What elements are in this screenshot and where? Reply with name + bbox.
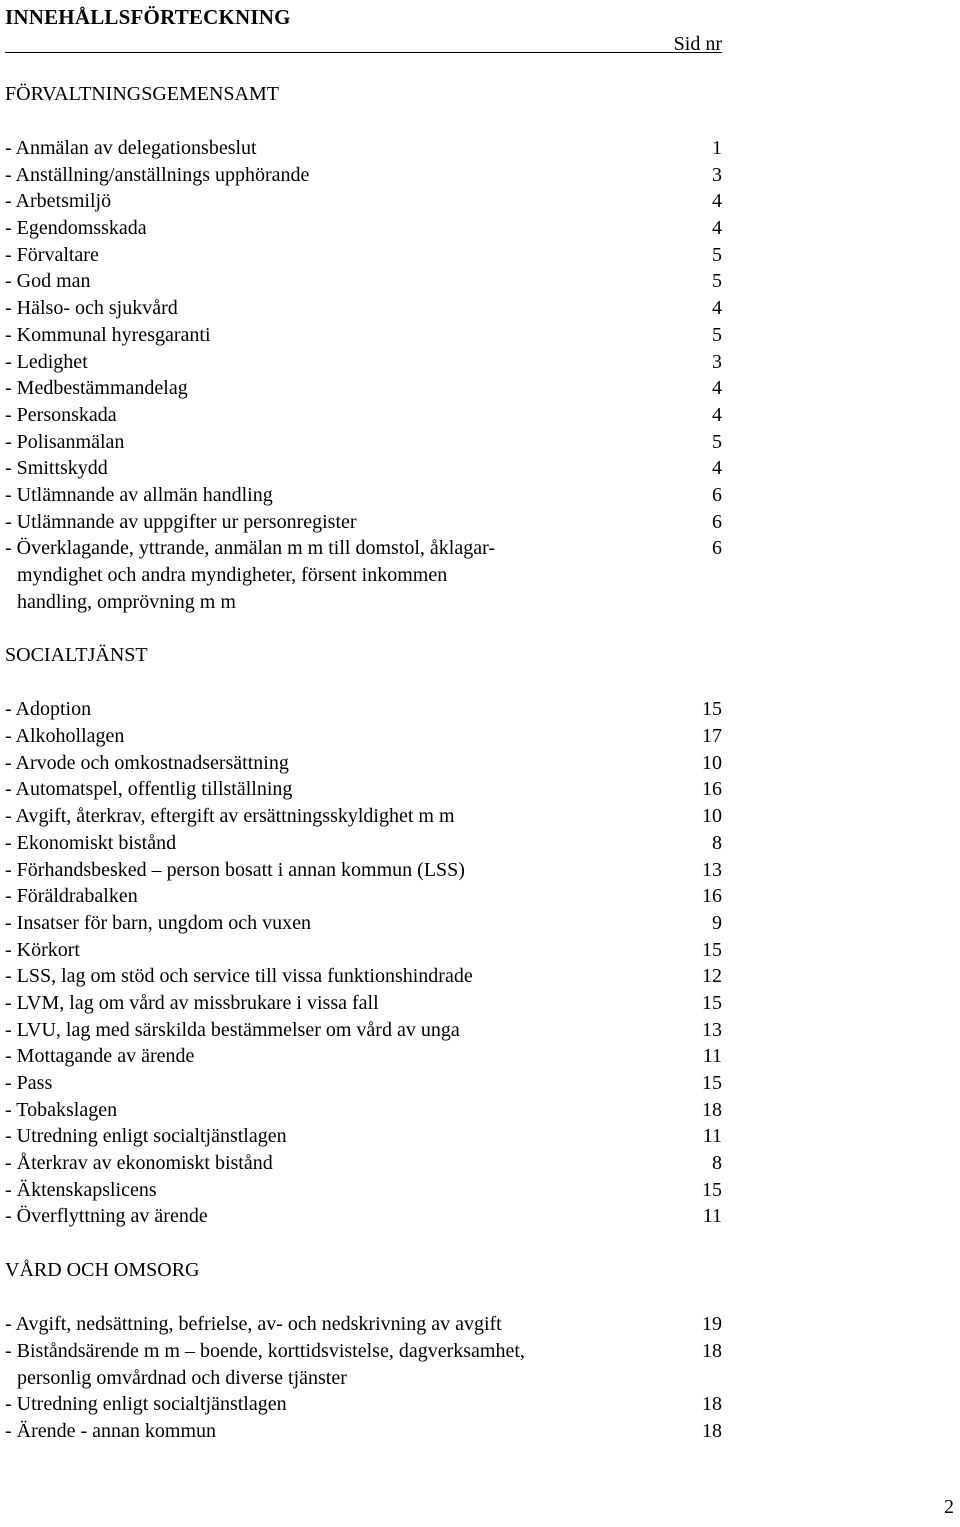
toc-entry-page: 6: [712, 537, 722, 560]
toc-entry-label: - Polisanmälan: [5, 430, 125, 453]
toc-entry-label: - LVU, lag med särskilda bestämmelser om vård av unga: [5, 1018, 460, 1041]
toc-entry: [5, 990, 722, 1017]
toc-entry-page: 16: [702, 885, 722, 908]
toc-entry-label: - Arbetsmiljö: [5, 190, 112, 213]
toc-entry: [5, 188, 722, 215]
toc-entry-label: - Automatspel, offentlig tillställning: [5, 778, 293, 801]
section-spacer: [5, 615, 722, 642]
section-spacer: [5, 1230, 722, 1257]
toc-entry-label: - Utredning enligt socialtjänstlagen: [5, 1125, 287, 1148]
toc-entry: [5, 750, 722, 777]
toc-entry-label: - LSS, lag om stöd och service till vissa funktionshindrade: [5, 965, 473, 988]
toc-entry-page: 4: [712, 403, 722, 426]
toc-entry-label: - Adoption: [5, 698, 92, 721]
document-title: INNEHÅLLSFÖRTECKNING: [5, 5, 291, 29]
toc-entry-page: 5: [712, 270, 722, 293]
toc-entry-page: 18: [702, 1098, 722, 1121]
toc-entry: [5, 1017, 722, 1044]
toc-entry: [5, 803, 722, 830]
toc-entry: [5, 1203, 722, 1230]
toc-entry-label: - Egendomsskada: [5, 217, 147, 240]
toc-entry: [5, 883, 722, 910]
toc-entry: [5, 1177, 722, 1204]
table-of-contents: [5, 81, 722, 1445]
toc-entry: [5, 776, 722, 803]
toc-entry: [5, 1150, 722, 1177]
toc-entry-page: 15: [702, 991, 722, 1014]
section-spacer: [5, 1284, 722, 1311]
toc-entry-label: - Tobakslagen: [5, 1098, 118, 1121]
section-heading: FÖRVALTNINGSGEMENSAMT: [5, 83, 279, 105]
toc-entry-label: - Anmälan av delegationsbeslut: [5, 137, 257, 159]
section-heading: VÅRD OCH OMSORG: [5, 1259, 200, 1282]
toc-entry-page: 11: [702, 1045, 722, 1068]
toc-entry-label: - Kommunal hyresgaranti: [5, 323, 211, 346]
toc-entry-continuation: handling, omprövning m m: [17, 590, 236, 613]
toc-entry: [5, 268, 722, 295]
toc-entry-page: 15: [702, 698, 722, 721]
toc-entry-label: - Arvode och omkostnadsersättning: [5, 751, 289, 774]
toc-entry-page: 5: [712, 430, 722, 453]
toc-entry-label: - Utredning enligt socialtjänstlagen: [5, 1393, 287, 1416]
toc-entry-label: - Ärende - annan kommun: [5, 1419, 217, 1442]
toc-entry-page: 5: [712, 243, 722, 266]
toc-entry-label: - Överflyttning av ärende: [5, 1205, 208, 1228]
toc-entry: [5, 482, 722, 509]
toc-entry-label: - Personskada: [5, 403, 117, 426]
toc-entry-page: 19: [702, 1313, 722, 1336]
toc-entry: [5, 215, 722, 242]
section-spacer: [5, 108, 722, 135]
toc-entry-page: 15: [702, 1178, 722, 1201]
toc-entry: [5, 242, 722, 269]
toc-entry-page: 4: [712, 297, 722, 320]
toc-entry: [5, 1123, 722, 1150]
toc-entry: [5, 830, 722, 857]
toc-entry-label: - Biståndsärende m m – boende, korttidsvistelse, dagverksamhet,: [5, 1339, 525, 1362]
toc-entry: [5, 1043, 722, 1070]
toc-entry-label: - Föräldrabalken: [5, 885, 138, 908]
toc-entry-page: 4: [712, 190, 722, 213]
toc-entry-page: 4: [712, 377, 722, 400]
toc-entry-page: 8: [712, 831, 722, 854]
toc-entry: [5, 402, 722, 429]
toc-entry-page: 17: [702, 725, 722, 748]
toc-entry-page: 13: [702, 1018, 722, 1041]
toc-entry: [5, 910, 722, 937]
toc-entry: [5, 937, 722, 964]
toc-entry-page: 18: [702, 1339, 722, 1362]
toc-entry: [5, 509, 722, 536]
toc-entry: [5, 696, 722, 723]
toc-entry-label: - Smittskydd: [5, 457, 108, 480]
toc-entry: [5, 1391, 722, 1418]
toc-entry-continuation: personlig omvårdnad och diverse tjänster: [17, 1366, 347, 1389]
toc-entry-label: - Ledighet: [5, 350, 88, 373]
toc-entry-page: 4: [712, 457, 722, 480]
toc-entry-page: 3: [712, 350, 722, 373]
toc-entry-label: - Hälso- och sjukvård: [5, 297, 178, 320]
toc-entry-page: 5: [712, 323, 722, 346]
toc-entry: [5, 455, 722, 482]
toc-entry-page: 15: [702, 1072, 722, 1094]
toc-entry-page: 4: [712, 217, 722, 240]
toc-entry-label: - Mottagande av ärende: [5, 1045, 195, 1068]
section-heading: SOCIALTJÄNST: [5, 644, 148, 667]
toc-entry-continuation: myndighet och andra myndigheter, försent inkommen: [17, 564, 448, 586]
toc-entry-label: - Ekonomiskt bistånd: [5, 831, 177, 854]
toc-entry: [5, 1097, 722, 1124]
header-rule: [5, 52, 722, 53]
toc-entry: [5, 1311, 722, 1338]
toc-entry: [5, 1070, 722, 1097]
toc-entry-label: - Körkort: [5, 938, 80, 961]
toc-entry-page: 16: [702, 778, 722, 801]
toc-entry: [5, 1418, 722, 1445]
toc-entry: [5, 723, 722, 750]
toc-entry-label: - Pass: [5, 1072, 53, 1094]
toc-entry-label: - Förvaltare: [5, 243, 99, 266]
toc-entry: [5, 375, 722, 402]
toc-entry: [5, 535, 722, 562]
toc-entry: [5, 295, 722, 322]
toc-entry: [5, 322, 722, 349]
toc-entry-label: - Utlämnande av uppgifter ur personregister: [5, 510, 357, 533]
toc-entry-page: 10: [702, 751, 722, 774]
toc-entry-page: 3: [712, 163, 722, 186]
toc-entry: [5, 349, 722, 376]
toc-entry-page: 18: [702, 1393, 722, 1416]
toc-entry-label: - Alkohollagen: [5, 725, 125, 748]
footer-page-number: 2: [944, 1496, 954, 1518]
toc-entry-page: 9: [712, 911, 722, 934]
toc-entry-label: - Anställning/anställnings upphörande: [5, 163, 310, 186]
toc-entry-page: 15: [702, 938, 722, 961]
toc-entry-page: 6: [712, 510, 722, 533]
toc-entry-label: - Avgift, återkrav, eftergift av ersättningsskyldighet m m: [5, 805, 455, 828]
toc-entry-label: - Insatser för barn, ungdom och vuxen: [5, 911, 312, 934]
toc-entry-page: 18: [702, 1419, 722, 1442]
toc-entry-page: 13: [702, 858, 722, 881]
toc-entry-page: 11: [702, 1205, 722, 1228]
toc-entry: [5, 162, 722, 189]
toc-entry-label: - Återkrav av ekonomiskt bistånd: [5, 1152, 273, 1175]
toc-entry-label: - Äktenskapslicens: [5, 1178, 157, 1201]
toc-entry-page: 6: [712, 483, 722, 506]
page-column-label: Sid nr: [673, 33, 722, 55]
toc-entry-page: 10: [702, 805, 722, 828]
toc-entry-label: - LVM, lag om vård av missbrukare i vissa fall: [5, 991, 379, 1014]
toc-entry-label: - Förhandsbesked – person bosatt i annan kommun (LSS): [5, 858, 465, 881]
toc-entry-label: - Utlämnande av allmän handling: [5, 483, 273, 506]
toc-entry-page: 1: [712, 137, 722, 159]
section-spacer: [5, 669, 722, 696]
toc-entry: [5, 857, 722, 884]
toc-entry: [5, 963, 722, 990]
toc-entry-page: 8: [712, 1152, 722, 1175]
toc-entry: [5, 429, 722, 456]
toc-entry-label: - God man: [5, 270, 91, 293]
toc-entry: [5, 1338, 722, 1365]
toc-entry-page: 12: [702, 965, 722, 988]
toc-entry-label: - Medbestämmandelag: [5, 377, 188, 400]
toc-entry-page: 11: [702, 1125, 722, 1148]
toc-entry-label: - Överklagande, yttrande, anmälan m m till domstol, åklagar-: [5, 537, 495, 560]
toc-entry: [5, 135, 722, 162]
toc-entry-label: - Avgift, nedsättning, befrielse, av- och nedskrivning av avgift: [5, 1313, 502, 1336]
